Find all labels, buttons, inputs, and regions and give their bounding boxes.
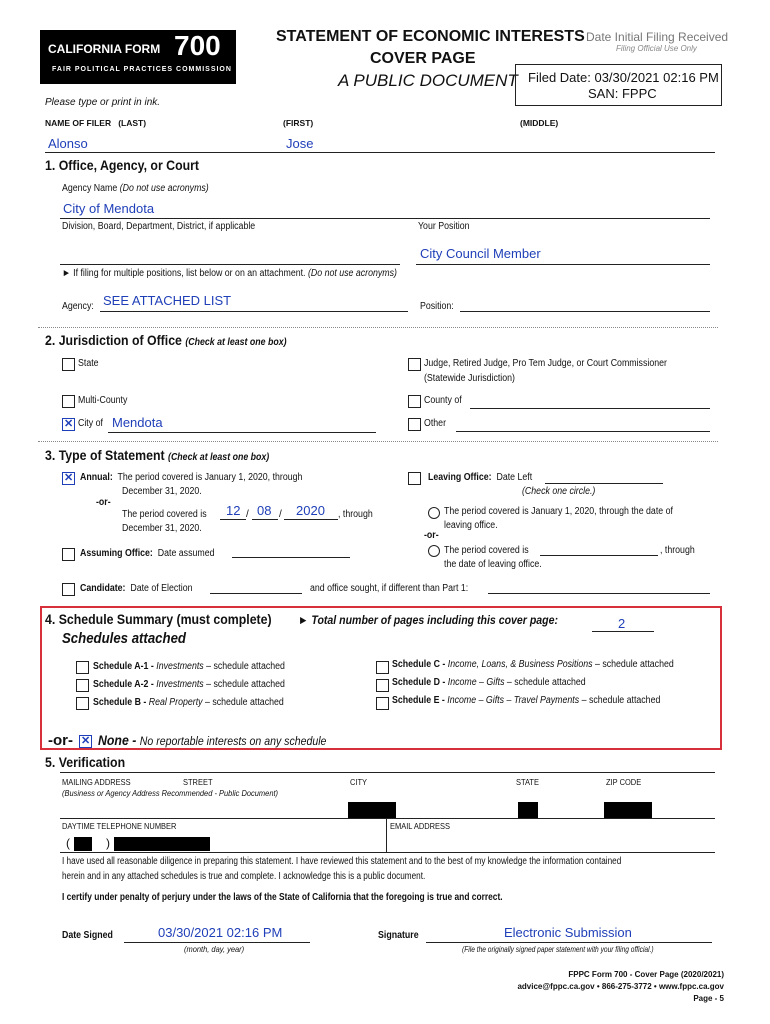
city-value: Mendota xyxy=(112,415,163,430)
leaving-option1-radio[interactable] xyxy=(428,507,440,519)
phone-email-line[interactable] xyxy=(60,852,715,853)
redacted-zip xyxy=(604,802,652,818)
none-checkbox[interactable] xyxy=(79,735,92,748)
agency2-value: SEE ATTACHED LIST xyxy=(103,293,232,308)
date-format-note: (month, day, year) xyxy=(184,944,245,954)
sched-a2-code: Schedule A-2 - xyxy=(93,679,154,690)
form-title-box xyxy=(40,30,236,84)
state-label: State xyxy=(78,358,99,369)
sched-d-code: Schedule D - xyxy=(392,677,446,688)
official-use-label: Filing Official Use Only xyxy=(616,44,697,53)
election-date-field[interactable] xyxy=(210,593,302,594)
judge-checkbox[interactable] xyxy=(408,358,421,371)
schedule-c-checkbox[interactable] xyxy=(376,661,389,674)
agency2-field[interactable] xyxy=(100,293,408,312)
doc-public-note: A PUBLIC DOCUMENT xyxy=(338,71,518,90)
address-line[interactable] xyxy=(60,818,715,819)
schedule-a1-checkbox[interactable] xyxy=(76,661,89,674)
date-assumed-field[interactable] xyxy=(232,557,350,558)
last-label: (LAST) xyxy=(118,118,147,128)
candidate-label-text: Candidate: xyxy=(80,583,126,594)
annual-label: Annual: xyxy=(80,472,113,483)
diligence-text-2: herein and in any attached schedules is true and complete. I acknowledge this is a public document. xyxy=(62,871,426,882)
city-field[interactable] xyxy=(108,415,376,433)
certify-text: I certify under penalty of perjury under the laws of the State of California that the foregoing is true and correct. xyxy=(62,892,503,903)
redacted-state xyxy=(518,802,538,818)
section2-title-text: 2. Jurisdiction of Office xyxy=(45,332,182,348)
last-name-field[interactable]: Alonso xyxy=(48,136,88,151)
sched-c-suffix: – schedule attached xyxy=(594,659,674,670)
agency-name-label xyxy=(62,183,229,194)
slash-2: / xyxy=(279,509,282,520)
agency-name-value: City of Mendota xyxy=(63,201,155,216)
diligence-text-1: I have used all reasonable diligence in preparing this statement. I have reviewed this statement and to the best of my knowledge the information contained xyxy=(62,856,622,867)
section1-divider xyxy=(38,327,718,328)
street-label: STREET xyxy=(183,777,213,787)
business-address-note: (Business or Agency Address Recommended - Public Document) xyxy=(62,788,279,798)
none-bold: None - xyxy=(98,732,137,748)
total-pages-field[interactable] xyxy=(592,615,654,632)
multiple-note-text: ► If filing for multiple positions, list below or on an attachment. xyxy=(62,268,306,279)
sched-a1-desc: Investments xyxy=(156,661,204,672)
annual-text2: December 31, 2020. xyxy=(122,486,202,497)
city-label: City of xyxy=(78,418,103,429)
position-field[interactable] xyxy=(416,245,710,265)
instruction: Please type or print in ink. xyxy=(45,97,161,108)
annual-text3: December 31, 2020. xyxy=(122,523,202,534)
leaving-period-line[interactable] xyxy=(540,555,658,556)
leaving-option2b: , through xyxy=(660,545,695,556)
date-election-label: Date of Election xyxy=(130,583,193,594)
first-name-field[interactable]: Jose xyxy=(286,136,314,151)
schedules-attached-label: Schedules attached xyxy=(62,630,186,647)
first-label: (FIRST) xyxy=(283,118,314,128)
leaving-option1b: leaving office. xyxy=(444,520,498,531)
or-label-1: -or- xyxy=(96,497,111,508)
sched-d-desc: Income – Gifts xyxy=(447,677,505,688)
annual-text xyxy=(80,472,333,483)
schedule-e-label xyxy=(392,695,697,706)
schedule-d-checkbox[interactable] xyxy=(376,679,389,692)
address-divider xyxy=(60,772,715,773)
month-value: 12 xyxy=(226,503,241,518)
signature-label: Signature xyxy=(378,930,419,941)
date-signed-field[interactable] xyxy=(124,925,310,943)
commission-name: FAIR POLITICAL PRACTICES COMMISSION xyxy=(52,66,232,73)
leaving-option2a: The period covered is xyxy=(444,545,529,556)
annual-text1: The period covered is January 1, 2020, through xyxy=(117,472,303,483)
multiple-note-italic: (Do not use acronyms) xyxy=(307,268,397,279)
candidate-checkbox[interactable] xyxy=(62,583,75,596)
judge-sublabel: (Statewide Jurisdiction) xyxy=(424,373,515,384)
date-signed-label: Date Signed xyxy=(62,930,113,941)
section4-title: 4. Schedule Summary (must complete) xyxy=(45,611,272,627)
schedule-d-label xyxy=(392,677,612,688)
section2-note: (Check at least one box) xyxy=(185,337,287,348)
schedule-e-checkbox[interactable] xyxy=(376,697,389,710)
total-pages-label: ► Total number of pages including this cover page: xyxy=(298,613,559,627)
section2-divider xyxy=(38,441,718,442)
footer-page: Page - 5 xyxy=(693,994,724,1003)
county-checkbox[interactable] xyxy=(408,395,421,408)
schedule-b-label xyxy=(93,697,310,708)
position2-field[interactable] xyxy=(460,311,710,312)
none-label xyxy=(98,732,358,748)
signature-note: (File the originally signed paper statement with your filing official.) xyxy=(462,944,654,954)
signature-field[interactable] xyxy=(426,925,712,943)
annual-checkbox[interactable] xyxy=(62,472,75,485)
footer-contact: advice@fppc.ca.gov • 866-275-3772 • www.fppc.ca.gov xyxy=(517,982,724,991)
date-signed-value: 03/30/2021 02:16 PM xyxy=(158,925,283,940)
phone-label: DAYTIME TELEPHONE NUMBER xyxy=(62,821,177,831)
schedule-c-label xyxy=(392,659,712,670)
date-assumed-label: Date assumed xyxy=(157,548,215,559)
state-checkbox[interactable] xyxy=(62,358,75,371)
leaving-label xyxy=(428,472,546,483)
period-covered-label: The period covered is xyxy=(122,509,207,520)
slash-1: / xyxy=(246,509,249,520)
assuming-label-text: Assuming Office: xyxy=(80,548,153,559)
or-label-2: -or- xyxy=(424,530,439,541)
agency-note: (Do not use acronyms) xyxy=(119,183,209,194)
assuming-checkbox[interactable] xyxy=(62,548,75,561)
filed-date: Filed Date: 03/30/2021 02:16 PM xyxy=(528,70,719,85)
judge-label: Judge, Retired Judge, Pro Tem Judge, or Court Commissioner xyxy=(424,358,667,369)
none-desc: No reportable interests on any schedule xyxy=(139,734,327,748)
form-number: 700 xyxy=(174,30,221,61)
doc-title: STATEMENT OF ECONOMIC INTERESTS xyxy=(276,28,585,45)
state-col-label: STATE xyxy=(516,777,540,787)
sched-a1-code: Schedule A-1 - xyxy=(93,661,154,672)
office-sought-field[interactable] xyxy=(488,593,710,594)
other-field[interactable] xyxy=(456,431,710,432)
agency-name-field[interactable] xyxy=(60,200,710,219)
sched-e-desc: Income – Gifts – Travel Payments xyxy=(447,695,580,706)
phone-email-divider xyxy=(386,818,387,852)
zip-label: ZIP CODE xyxy=(606,777,642,787)
total-pages-value: 2 xyxy=(618,616,626,631)
section3-note: (Check at least one box) xyxy=(168,452,270,463)
section5-title: 5. Verification xyxy=(45,754,126,770)
multiple-positions-note xyxy=(62,268,443,279)
sched-e-suffix: – schedule attached xyxy=(581,695,661,706)
month-field[interactable] xyxy=(220,503,246,520)
sched-d-suffix: – schedule attached xyxy=(506,677,586,688)
candidate-label xyxy=(80,583,208,594)
year-value: 2020 xyxy=(296,503,325,518)
leaving-checkbox[interactable] xyxy=(408,472,421,485)
redacted-phone xyxy=(114,837,210,851)
through-label: , through xyxy=(338,509,373,520)
check-one-circle: (Check one circle.) xyxy=(522,486,596,497)
schedule-b-checkbox[interactable] xyxy=(76,697,89,710)
county-field[interactable] xyxy=(470,408,710,409)
sched-c-desc: Income, Loans, & Business Positions xyxy=(447,659,593,670)
filed-date-box xyxy=(515,64,722,106)
sched-b-suffix: – schedule attached xyxy=(205,697,284,708)
city-col-label: CITY xyxy=(350,777,368,787)
signature-value: Electronic Submission xyxy=(504,925,632,940)
or-label-3: -or- xyxy=(48,732,73,749)
other-checkbox[interactable] xyxy=(408,418,421,431)
position2-label: Position: xyxy=(420,301,454,312)
position-label: Your Position xyxy=(418,221,470,232)
section3-title xyxy=(45,447,300,463)
san: SAN: FPPC xyxy=(588,86,657,101)
sched-e-code: Schedule E - xyxy=(392,695,445,706)
division-label: Division, Board, Department, District, if applicable xyxy=(62,221,256,232)
division-line[interactable] xyxy=(60,264,400,265)
sched-a1-suffix: – schedule attached xyxy=(206,661,285,672)
sched-b-desc: Real Property xyxy=(148,697,203,708)
year-field[interactable] xyxy=(284,503,338,520)
schedule-a2-checkbox[interactable] xyxy=(76,679,89,692)
footer-form-id: FPPC Form 700 - Cover Page (2020/2021) xyxy=(568,970,724,979)
date-left-field[interactable] xyxy=(545,483,663,484)
leaving-option2c: the date of leaving office. xyxy=(444,559,542,570)
received-label: Date Initial Filing Received xyxy=(586,30,729,44)
mailing-address-label: MAILING ADDRESS xyxy=(62,777,131,787)
phone-open-paren: ( xyxy=(66,836,70,850)
sched-b-code: Schedule B - xyxy=(93,697,147,708)
name-label-text: NAME OF FILER xyxy=(45,118,112,128)
sched-c-code: Schedule C - xyxy=(392,659,446,670)
name-of-filer-label xyxy=(45,118,146,128)
doc-subtitle: COVER PAGE xyxy=(370,50,476,67)
day-field[interactable] xyxy=(252,503,278,520)
leaving-option1a: The period covered is January 1, 2020, through the date of xyxy=(444,506,673,517)
multi-county-checkbox[interactable] xyxy=(62,395,75,408)
city-checkbox[interactable] xyxy=(62,418,75,431)
redacted-area-code xyxy=(74,837,92,851)
other-label: Other xyxy=(424,418,447,429)
name-underline xyxy=(45,152,715,153)
leaving-option2-radio[interactable] xyxy=(428,545,440,557)
sched-a2-suffix: – schedule attached xyxy=(206,679,285,690)
day-value: 08 xyxy=(257,503,272,518)
agency-label-text: Agency Name xyxy=(62,183,118,194)
schedule-a2-label xyxy=(93,679,311,690)
section1-title: 1. Office, Agency, or Court xyxy=(45,157,200,173)
county-label: County of xyxy=(424,395,462,406)
date-left-label: Date Left xyxy=(496,472,533,483)
phone-close-paren: ) xyxy=(106,836,110,850)
leaving-label-text: Leaving Office: xyxy=(428,472,492,483)
assuming-label xyxy=(80,548,233,559)
section3-title-text: 3. Type of Statement xyxy=(45,447,165,463)
form-label: CALIFORNIA FORM xyxy=(48,42,161,56)
schedule-a1-label xyxy=(93,661,311,672)
office-sought-label: and office sought, if different than Part 1: xyxy=(310,583,469,594)
agency2-label: Agency: xyxy=(62,301,94,312)
sched-a2-desc: Investments xyxy=(156,679,204,690)
section2-title xyxy=(45,332,320,348)
redacted-street xyxy=(348,802,396,818)
multi-county-label: Multi-County xyxy=(78,395,128,406)
middle-label: (MIDDLE) xyxy=(520,118,559,128)
email-label: EMAIL ADDRESS xyxy=(390,821,451,831)
position-value: City Council Member xyxy=(420,246,541,261)
